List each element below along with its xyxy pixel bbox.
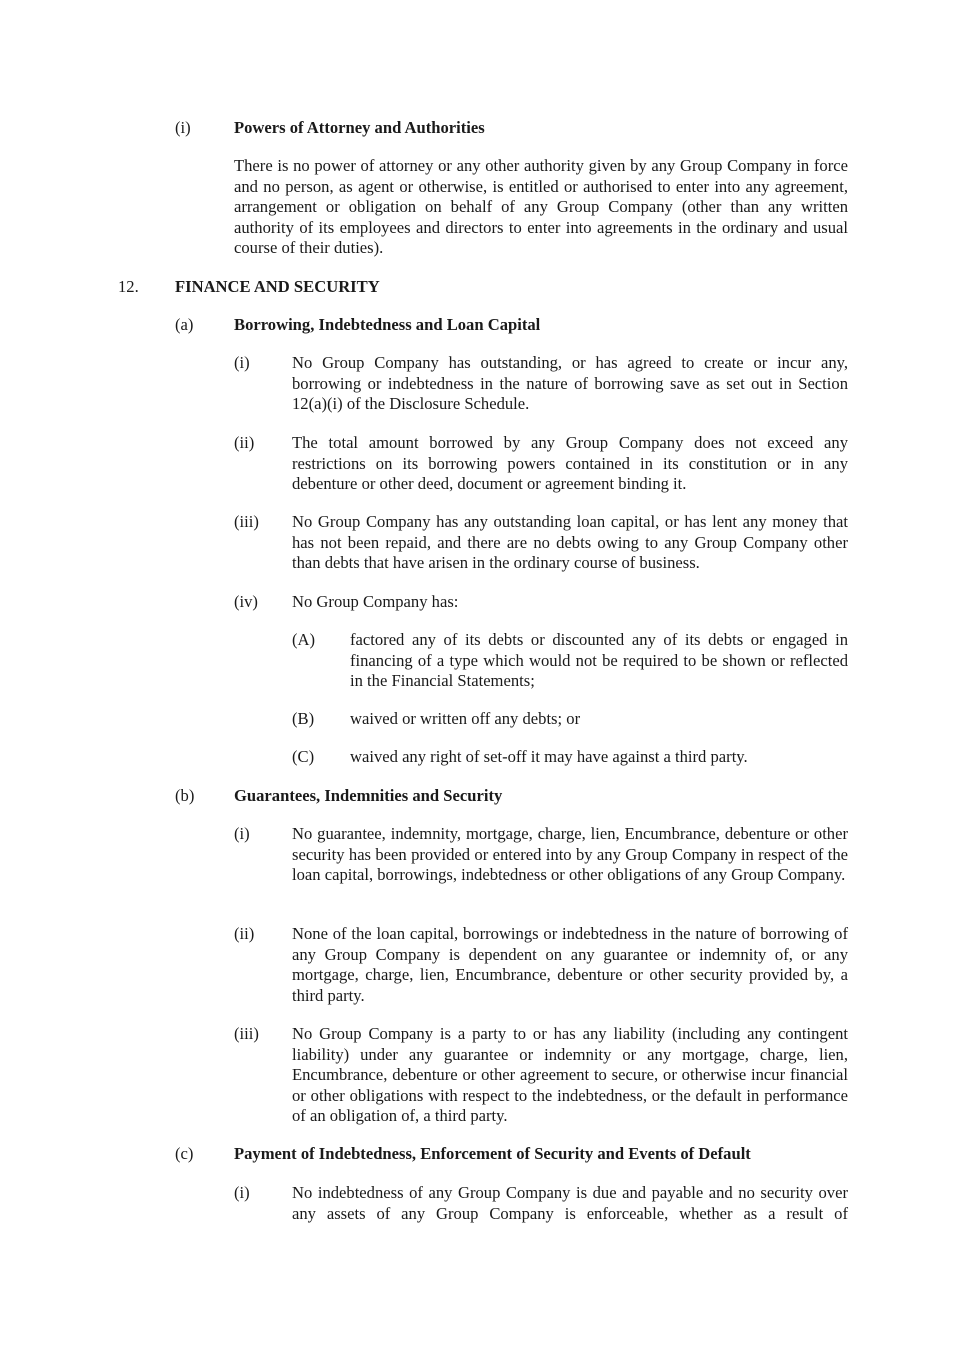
- item-text: The total amount borrowed by any Group Company does not exceed any restrictions on its borrowing powers contained in its constitution or in any debenture or other deed, document or agreement binding it.: [292, 433, 848, 493]
- subitem-number: (B): [292, 709, 315, 728]
- item-number: (iii): [234, 1024, 259, 1043]
- paragraph-number: (i): [175, 118, 191, 137]
- subclause-heading: Borrowing, Indebtedness and Loan Capital: [234, 315, 541, 334]
- paragraph-body: There is no power of attorney or any other authority given by any Group Company in force and no person, as agent or otherwise, is entitled or authorised to enter into any agreement, arrangement or obligation on behalf of any Group Company (other than any written authority of its employees and directors to enter into agreements in the ordinary and usual course of their duties).: [234, 156, 848, 257]
- item-number: (iv): [234, 592, 258, 611]
- item-text: No Group Company has outstanding, or has agreed to create or incur any, borrowing or indebtedness in the nature of borrowing save as set out in Section 12(a)(i) of the Disclosure Schedule.: [292, 353, 848, 413]
- item-number: (iii): [234, 512, 259, 531]
- item-text: No Group Company has any outstanding loan capital, or has lent any money that has not been repaid, and there are no debts owing to any Group Company other than debts that have arisen in the ordinary course of business.: [292, 512, 848, 572]
- item-text: No Group Company has:: [292, 592, 459, 611]
- item-number: (ii): [234, 433, 255, 452]
- clause-number: 12.: [118, 277, 139, 296]
- subclause-heading: Guarantees, Indemnities and Security: [234, 786, 503, 805]
- item-number: (ii): [234, 924, 255, 943]
- clause-heading: FINANCE AND SECURITY: [175, 277, 380, 296]
- item-text: No Group Company is a party to or has any liability (including any contingent liability) under any guarantee or indemnity or any mortgage, charge, lien, Encumbrance, debenture or other agreement to secure, or otherwise incur financial or other obligations with respect to the indebtedness, or the default in performance of an obligation of, a third party.: [292, 1024, 848, 1125]
- subitem-text: waived any right of set-off it may have against a third party.: [350, 747, 748, 766]
- item-text: No indebtedness of any Group Company is due and payable and no security over any assets of any Group Company is enforceable, whether as a result of: [292, 1183, 848, 1223]
- subitem-number: (C): [292, 747, 315, 766]
- subitem-text: factored any of its debts or discounted any of its debts or engaged in financing of a type which would not be required to be shown or reflected in the Financial Statements;: [350, 630, 848, 690]
- subclause-number: (c): [175, 1144, 194, 1163]
- item-text: None of the loan capital, borrowings or indebtedness in the nature of borrowing of any Group Company is dependent on any guarantee or indemnity of, or any mortgage, charge, lien, Encumbrance, debenture or other security provided by, a third party.: [292, 924, 848, 1005]
- item-number: (i): [234, 353, 250, 372]
- item-number: (i): [234, 824, 250, 843]
- subclause-heading: Payment of Indebtedness, Enforcement of Security and Events of Default: [234, 1144, 751, 1163]
- subitem-text: waived or written off any debts; or: [350, 709, 581, 728]
- item-number: (i): [234, 1183, 250, 1202]
- subitem-number: (A): [292, 630, 316, 649]
- paragraph-heading: Powers of Attorney and Authorities: [234, 118, 485, 137]
- subclause-number: (b): [175, 786, 195, 805]
- item-text: No guarantee, indemnity, mortgage, charge, lien, Encumbrance, debenture or other security has been provided or entered into by any Group Company in respect of the loan capital, borrowings, indebtedness or other obligations of any Group Company.: [292, 824, 848, 884]
- subclause-number: (a): [175, 315, 194, 334]
